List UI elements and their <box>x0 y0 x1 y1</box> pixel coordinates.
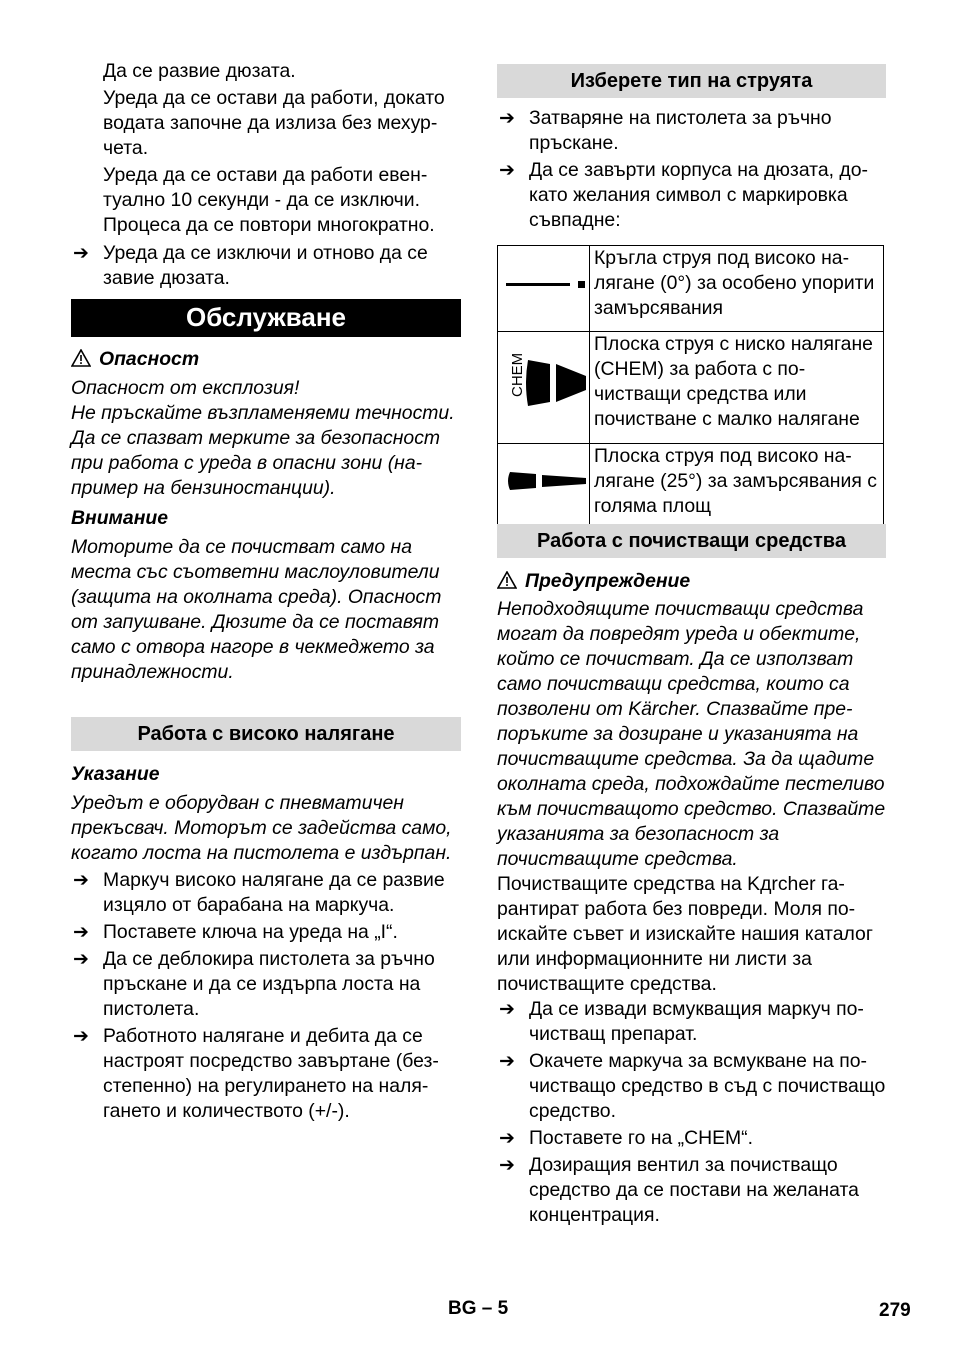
jet-table-row <box>498 246 884 332</box>
warning-text: Неподходящите почистващи средства могат да повредят уреда и обектите, който се почистват. Да се използват само почистващи средства, които са позволени от Kärcher. Спазвайте препоръките за дозиране и указанията на почистващите средства. За да щадите околната среда, подхождайте пестеливо към почистващото средство. Спазвайте указанията за безопасност за почистващите средства. <box>497 598 886 870</box>
hp-bullet: ➔ Маркуч високо налягане да се развие изцяло от барабана на маркуча. <box>73 869 445 916</box>
danger-line: Опасност от експлозия! <box>71 377 300 399</box>
jet-table-row <box>498 444 884 530</box>
chem-jet-icon <box>498 332 589 436</box>
intro-bullet: ➔ Уреда да се изключи и отново да се завие дюзата. <box>73 242 428 289</box>
attention-text: Моторите да се почистват само на места със съответни маслоуловители (защита на околната среда). Опасност от запушване. Дюзите да се поставят само с отвора нагоре в чекмеджето за принадлежности. <box>71 536 442 683</box>
arrow-icon: ➔ <box>73 243 89 264</box>
detergent-bullet: ➔ Да се извади всмукващия маркуч почистващ препарат. <box>499 998 864 1045</box>
danger-block <box>71 347 461 685</box>
hp-bullet: ➔ Да се деблокира пистолета за ръчно пръскане и да се издърпа лоста на пистолета. <box>73 948 435 1020</box>
intro-line: Да се развие дюзата. <box>103 60 296 82</box>
hp-bullet: ➔ Поставете ключа на уреда на „I“. <box>73 921 398 943</box>
jet-description: Плоска струя с ниско налягане (CHEM) за работа с почистващи средства или почистване с малко налягане <box>590 332 884 444</box>
jet-bullet: ➔ Да се завърти корпуса на дюзата, докато желания символ с маркировка съвпадне: <box>499 159 868 231</box>
jet-description: Плоска струя под високо налягане (25°) за замърсявания с голяма площ <box>590 444 884 530</box>
footer-section-label: BG – 5 <box>448 1298 509 1319</box>
danger-title: Опасност <box>71 347 461 372</box>
arrow-icon: ➔ <box>499 1155 515 1176</box>
detergent-bullet: ➔ Дозиращия вентил за почистващо средство да се постави на желаната концентрация. <box>499 1154 859 1226</box>
hp-bullet: ➔ Работното налягане и дебита да се настроят посредство завъртане (безстепенно) на регулирането на налягането и количеството (+/-). <box>73 1025 439 1122</box>
jet-symbol-cell <box>498 444 590 530</box>
note-block <box>71 762 461 1124</box>
detergent-text: Почистващите средства на Kдrcher гарантират работа без повреди. Моля поискайте съвет и изискайте нашия каталог или информационните ни листи за почистващите средства. <box>497 873 873 995</box>
arrow-icon: ➔ <box>499 1051 515 1072</box>
jet-table-row <box>498 332 884 444</box>
arrow-icon: ➔ <box>73 922 89 943</box>
warning-triangle-icon <box>71 349 91 367</box>
chem-label: CHEM <box>509 352 526 397</box>
arrow-icon: ➔ <box>499 108 515 129</box>
detergent-bullet: ➔ Поставете го на „CHEM“. <box>499 1127 754 1149</box>
jet-symbol-cell <box>498 246 590 332</box>
section-heading-detergent: Работа с почистващи средства <box>497 524 886 558</box>
detergent-bullet: ➔ Окачете маркуча за всмукване на почистващо средство в съд с почистващо средство. <box>499 1050 886 1122</box>
note-title: Указание <box>71 763 160 785</box>
jet-bullet: ➔ Затваряне на пистолета за ръчно пръскане. <box>499 107 832 154</box>
arrow-icon: ➔ <box>73 870 89 891</box>
arrow-icon: ➔ <box>73 949 89 970</box>
arrow-icon: ➔ <box>499 160 515 181</box>
arrow-icon: ➔ <box>499 999 515 1020</box>
section-heading-maintenance: Обслужване <box>71 299 461 337</box>
section-heading-high-pressure: Работа с високо налягане <box>71 717 461 751</box>
warning-title: Предупреждение <box>497 569 886 594</box>
arrow-icon: ➔ <box>73 1026 89 1047</box>
jet-bullets <box>497 106 886 233</box>
danger-line: Не пръскайте възпламеняеми течности. <box>71 402 455 424</box>
note-text: Уредът е оборудван с пневматичен прекъсвач. Моторът се задейства само, когато лоста на пистолета е издърпан. <box>71 792 452 864</box>
warning-triangle-icon <box>497 571 517 589</box>
section-heading-jet-type: Изберете тип на струята <box>497 64 886 98</box>
pencil-jet-icon <box>498 246 589 324</box>
detergent-block <box>497 569 886 1228</box>
danger-line: Да се спазват мерките за безопасност при работа с уреда в опасни зони (например на бензиностанции). <box>71 427 441 499</box>
jet-description: Кръгла струя под високо налягане (0°) за особено упорити замърсявания <box>590 246 884 332</box>
attention-title: Внимание <box>71 507 169 529</box>
page-number: 279 <box>879 1300 911 1321</box>
fan-jet-icon <box>498 444 589 522</box>
arrow-icon: ➔ <box>499 1128 515 1149</box>
intro-line: Уреда да се остави да работи евентуално 10 секунди - да се изключи. Процеса да се повтори многократно. <box>103 164 435 236</box>
intro-block <box>71 59 461 291</box>
jet-symbol-cell <box>498 332 590 444</box>
jet-type-table <box>497 245 884 530</box>
intro-line: Уреда да се остави да работи, докато водата започне да излиза без мехурчета. <box>103 87 445 159</box>
